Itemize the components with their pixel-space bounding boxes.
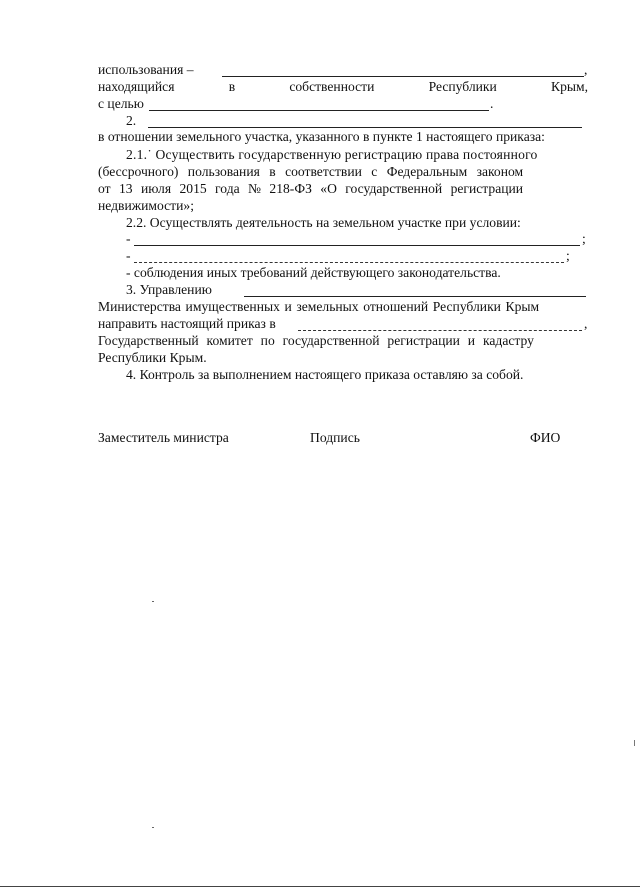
condition-end-2: ; (566, 248, 570, 263)
word: в (228, 79, 236, 94)
para1-blank-1 (222, 76, 584, 77)
para1-line3-label: с целью (98, 96, 144, 111)
para1-blank-2 (149, 110, 489, 111)
word: находящийся (98, 79, 175, 94)
condition-blank-1 (134, 245, 580, 246)
para3-blank-1 (244, 296, 586, 297)
para2-blank (148, 127, 582, 128)
para2-2-line4: - соблюдения иных требований действующего законодательства. (126, 265, 501, 280)
para3-line2: Министерства имущественных и земельных отношений Республики Крым (98, 299, 540, 314)
signatory-name-placeholder: ФИО (530, 430, 561, 445)
para1-line1-comma: , (584, 62, 588, 77)
para2-1-line4: недвижимости»; (98, 198, 194, 213)
para3-line4: Государственный комитет по государственной регистрации и кадастру (98, 333, 534, 348)
para2-number: 2. (126, 113, 137, 128)
para2-text: в отношении земельного участка, указанного в пункте 1 настоящего приказа: (98, 129, 545, 144)
condition-dash-1: - (126, 231, 131, 246)
para2-2-line1: 2.2. Осуществлять деятельность на земельном участке при условии: (126, 215, 521, 230)
scan-edge-line (0, 886, 640, 887)
para3-line3-label: направить настоящий приказ в (98, 316, 276, 331)
para1-line1-label: использования – (98, 62, 194, 77)
word: Республики (428, 79, 497, 94)
para2-1-line1: 2.1.˙ Осуществить государственную регистрацию права постоянного (126, 147, 538, 162)
para3-line1-label: 3. Управлению (126, 282, 212, 297)
para1-line2 (98, 79, 588, 95)
scan-speck (152, 601, 154, 602)
condition-blank-2 (134, 262, 564, 263)
para1-line3-dot: . (490, 96, 494, 111)
condition-dash-2: - (126, 248, 131, 263)
signatory-position: Заместитель министра (98, 430, 229, 445)
para4-text: 4. Контроль за выполнением настоящего приказа оставляю за собой. (126, 367, 524, 382)
signature-placeholder: Подпись (310, 430, 360, 445)
scan-speck (634, 740, 635, 746)
scan-speck (152, 827, 154, 828)
para2-1-line3: от 13 июля 2015 года № 218-ФЗ «О государственной регистрации (98, 181, 524, 196)
para3-blank-2 (298, 330, 582, 331)
word: собственности (289, 79, 375, 94)
condition-end-1: ; (582, 231, 586, 246)
word: Крым, (551, 79, 588, 94)
para3-line3-comma: , (584, 316, 588, 331)
para3-line5: Республики Крым. (98, 350, 207, 365)
para2-1-line2: (бессрочного) пользования в соответствии с Федеральным законом (98, 164, 524, 179)
